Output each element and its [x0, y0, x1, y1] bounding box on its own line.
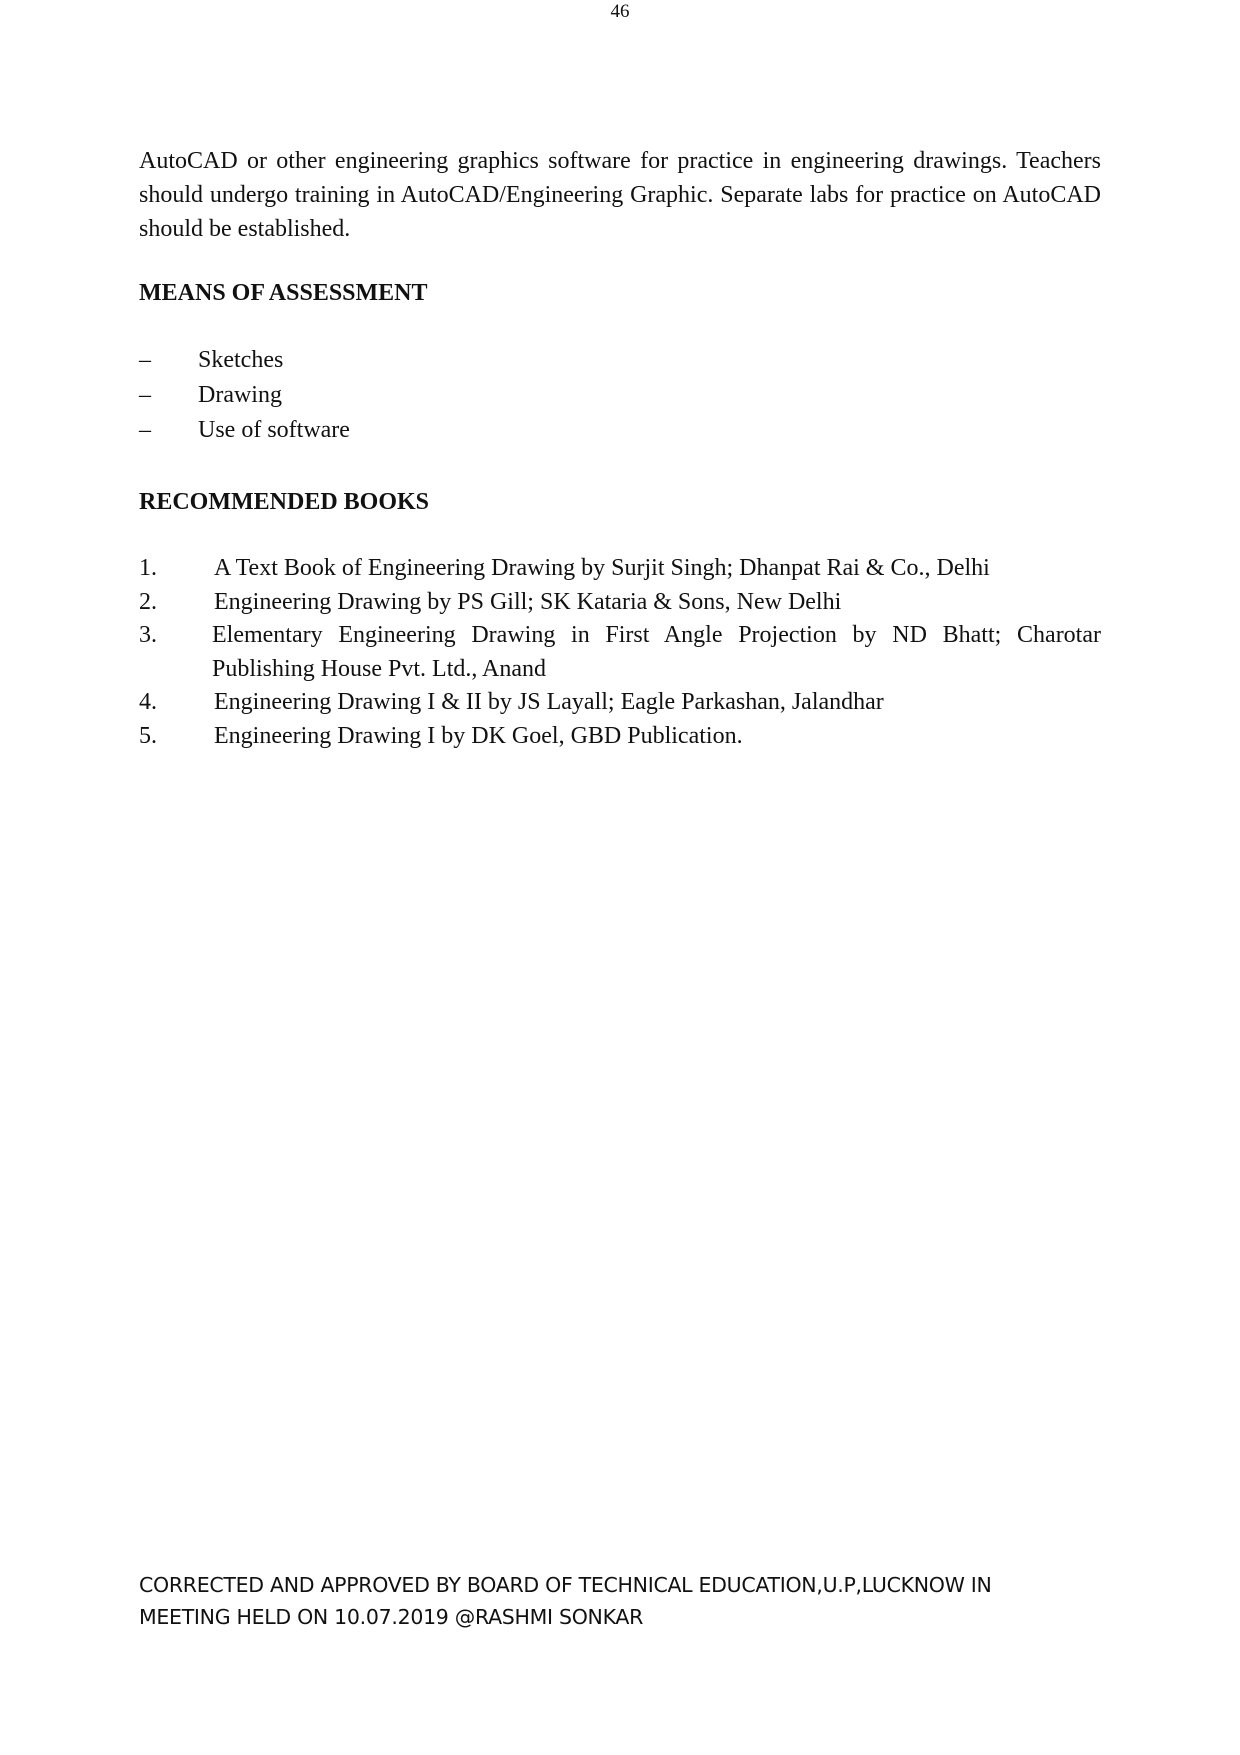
recommended-books-heading: RECOMMENDED BOOKS [139, 489, 430, 515]
list-item [139, 343, 1101, 378]
item-number: 4. [139, 689, 157, 715]
list-item-text: Sketches [198, 347, 284, 373]
list-item [139, 378, 1101, 413]
assessment-list [139, 343, 1101, 448]
footer-line: MEETING HELD ON 10.07.2019 @RASHMI SONKAR [139, 1605, 644, 1629]
list-item [139, 619, 1101, 686]
page-number: 46 [610, 1, 630, 22]
item-number: 3. [139, 622, 157, 648]
book-text: Engineering Drawing I & II by JS Layall; Eagle Parkashan, Jalandhar [214, 689, 884, 715]
list-item [139, 586, 1101, 620]
list-item-text: Drawing [198, 382, 282, 408]
list-item [139, 413, 1101, 448]
footer-line: CORRECTED AND APPROVED BY BOARD OF TECHNICAL EDUCATION,U.P,LUCKNOW IN [139, 1573, 992, 1597]
list-item [139, 720, 1101, 754]
list-item [139, 552, 1101, 586]
book-text: A Text Book of Engineering Drawing by Surjit Singh; Dhanpat Rai & Co., Delhi [214, 555, 990, 581]
list-item [139, 686, 1101, 720]
means-of-assessment-heading: MEANS OF ASSESSMENT [139, 280, 428, 306]
books-list [139, 552, 1101, 753]
book-text: Elementary Engineering Drawing in First Angle Projection by ND Bhatt; Charotar Publishing House Pvt. Ltd., Anand [212, 622, 1101, 682]
list-item-text: Use of software [198, 417, 350, 443]
document-body [139, 144, 1101, 753]
dash-marker: – [139, 382, 151, 408]
item-number: 1. [139, 555, 157, 581]
dash-marker: – [139, 417, 151, 443]
book-text: Engineering Drawing I by DK Goel, GBD Publication. [214, 722, 743, 749]
approval-footer [139, 1569, 1119, 1633]
book-text: Engineering Drawing by PS Gill; SK Kataria & Sons, New Delhi [214, 588, 842, 615]
dash-marker: – [139, 347, 151, 373]
item-number: 5. [139, 722, 157, 749]
item-number: 2. [139, 588, 157, 615]
intro-paragraph: AutoCAD or other engineering graphics software for practice in engineering drawings. Teachers should undergo training in AutoCAD/Engineering Graphic. Separate labs for practice on AutoCAD should be established. [139, 148, 1101, 242]
